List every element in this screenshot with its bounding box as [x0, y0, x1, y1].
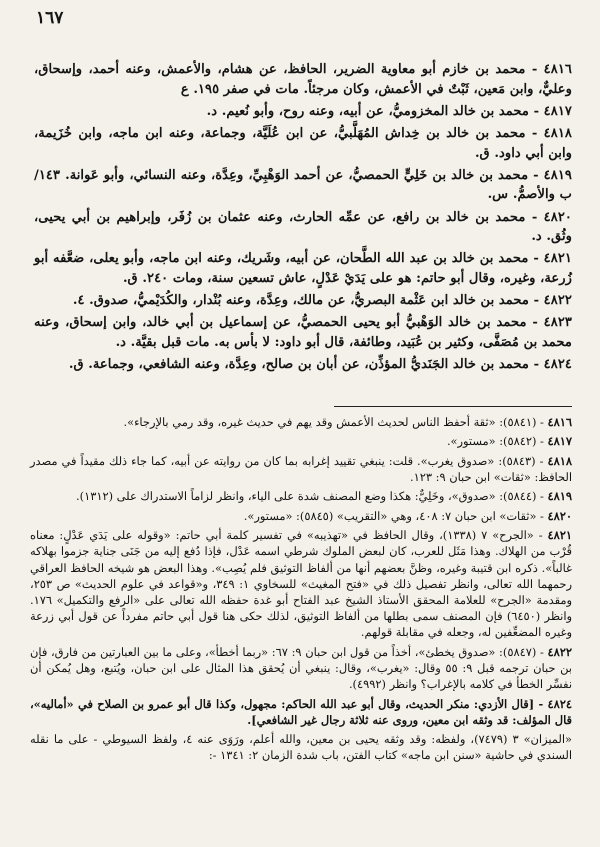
footnote-number: ٤٨٢٢ [547, 644, 572, 659]
entry-text: محمد بن خالد بن خِداش المُهَلَّبيُّ، عن ابن عُلَيَّة، وجماعة، وعنه ابن ماجه، وابن خُزَيمة، وابن أبي داود. ق. [34, 125, 572, 161]
entry-separator: - [525, 125, 544, 141]
entry-separator: - [528, 167, 544, 183]
footnote-number: ٤٨١٦ [547, 415, 572, 429]
entry-number: ٤٨١٦ [543, 62, 572, 77]
entry-number: ٤٨١٨ [543, 125, 573, 141]
footnote [30, 508, 572, 524]
biography-entry [34, 166, 572, 205]
biography-entry [34, 313, 572, 352]
entry-separator: - [525, 209, 544, 225]
footnote-separator: - [536, 434, 548, 449]
footnote-separator: - [533, 528, 548, 543]
footnote-text: (٥٨٤٤): «صدوق»، وخَلِيٌّ: هكذا وضع المصنف شدة على الياء، وانظر لزاماً الاستدراك على (١٣١٢). [76, 489, 537, 504]
footnote-text: [قال الأزدي: منكر الحديث، وقال أبو عبد الله الحاكم: مجهول، وكذا قال أبو عمرو بن الصلاح في «أماليه»، قال المؤلف: قد وثقه ابن معين، وروى عنه ثلاثة رجال غير الشافعي]. [30, 696, 572, 727]
entry-text: محمد بن خالد بن رافع، عن عمِّه الحارث، وعنه عثمان بن زُفَر، وإبراهيم بن أبي يحيى، وثُق. د. [34, 209, 572, 245]
footnote-text: (٥٨٤٢): «مستور». [446, 434, 537, 449]
footnote-text: (٥٨٤١): «ثقة أحفظ الناس لحديث الأعمش وقد يهم في حديث غيره، وقد رمي بالإرجاء». [123, 415, 537, 429]
entry-text: محمد بن خالد الجَنَديُّ المؤذِّن، عن أبان بن صالح، وعِدَّة، وعنه الشافعي، وجماعة. ق. [68, 357, 529, 373]
entry-number: ٤٨١٩ [543, 167, 572, 183]
footnote-number: ٤٨٢٠ [547, 508, 572, 523]
footnote [30, 696, 572, 728]
page-number: ١٦٧ [36, 8, 64, 28]
footnote-separator: - [535, 453, 548, 468]
biography-entry [34, 355, 572, 375]
footnote-number: ٤٨١٨ [547, 453, 572, 468]
entry-separator: - [526, 315, 544, 331]
footnote-divider [334, 406, 572, 407]
entry-text: محمد بن خالد بن عبد الله الطَّحان، عن أبيه، وشَريك، وعنه ابن ماجه، وأبو يعلى، ضعَّفه أبو زُرعة، وغيره، وقال أبو حاتم: هو على يَدَيْ عَدْلٍ، عاش تسعين سنة، ومات ٢٤٠. ق. [34, 251, 572, 286]
footnote [30, 433, 572, 449]
footnote [30, 453, 572, 485]
footnote-text: «ثقات» ابن حبان ٧: ٤٠٨، وهي «التقريب» (٥٨٤٥): «مستور». [243, 508, 537, 523]
entry-separator: - [529, 103, 544, 119]
biography-entry [34, 291, 572, 311]
footnote-separator: - [536, 415, 548, 429]
footnote-text: «الميزان» ٣ (٧٤٧٩)، ولفظه: وقد وثقه يحيى بن معين، والله أعلم، ورَوَى عنه ٤، ولفظ السيوطي - على ما نقله السندي في حاشية «سنن ابن ماجه» كتاب الفتن، باب شدة الزمان ٢: ١٣٤١ -: [30, 732, 572, 763]
footnotes-list [30, 414, 572, 767]
footnote-separator: - [534, 696, 548, 711]
biography-entry [34, 102, 572, 122]
biography-entry [34, 249, 572, 288]
biography-entry [34, 124, 572, 163]
footnote [30, 488, 572, 504]
footnote-separator: - [536, 508, 548, 523]
footnote-number: ٤٨١٧ [547, 434, 572, 449]
entry-separator: - [525, 62, 544, 77]
biography-entry [34, 208, 572, 247]
footnote-text: (٥٨٤٧): «صدوق يخطئ»، أخذاً من قول ابن حبان ٩: ٦٧: «ربما أخطأ»، وعلى ما بين العبارتين من فارق، فإن بن حبان ترجمه قبل ٩: ٥٥ وقال: «يغرب»، وقال: ينبغي أن يُحقق هذا المثال على ابن حبان، ويُتبع، وهل يُمكن أن نفسِّر الخطأ في كلامه بالإغراب؟ وانظر (٤٩٩٢). [30, 644, 572, 692]
footnote-number: ٤٨١٩ [547, 489, 572, 504]
entry-text: محمد بن خالد المخزوميُّ، عن أبيه، وعنه روح، وأبو نُعيم. د. [206, 103, 529, 119]
entry-text: محمد بن خالد ابن عَثْمة البصريُّ، عن مالك، وعِدَّة، وعنه بُنْدار، والكُدَيْميُّ، صدوق. ٤. [72, 293, 529, 309]
footnote-number: ٤٨٢٤ [547, 696, 572, 711]
entry-number: ٤٨٢١ [543, 251, 572, 267]
footnote [30, 527, 572, 640]
footnote-separator: - [536, 489, 548, 504]
footnote [30, 731, 572, 763]
entry-number: ٤٨٢٠ [543, 209, 573, 225]
footnote-separator: - [536, 644, 548, 659]
entry-separator: - [528, 251, 544, 267]
entry-number: ٤٨٢٤ [543, 357, 572, 373]
footnote-number: ٤٨٢١ [547, 528, 572, 543]
entry-number: ٤٨١٧ [543, 103, 572, 119]
entry-text: محمد بن خالد بن خَلِيٍّ الحمصيُّ، عن أحمد الوَهْبِيِّ، وعِدَّة، وعنه النسائي، وأبو عَوانة. ١٤٣/ب والأصمُّ. س. [34, 167, 572, 203]
entry-text: محمد بن خالد الوَهْبيُّ أبو يحيى الحمصيُّ، عن إسماعيل بن أبي خالد، وابن إسحاق، وعنه محمد بن مُصَفَّى، وكثير بن عُبَيد، وطائفة، قال أبو داود: لا بأس به. مات قبل بقيَّة. د. [34, 315, 572, 350]
entry-separator: - [529, 293, 544, 309]
footnote [30, 414, 572, 430]
entry-text: محمد بن خازم أبو معاوية الضرير، الحافظ، عن هشام، والأعمش، وعنه أحمد، وإسحاق، وعليٌّ، وابن مَعين، ثَبْتٌ في الأعمش، وكان مرجئاً. مات في صفر ١٩٥. ع [34, 62, 572, 97]
footnote [30, 644, 572, 693]
entry-separator: - [529, 357, 544, 373]
biography-entry [34, 60, 572, 99]
footnote-text: «الجرح» ٧ (١٣٣٨)، وقال الحافظ في «تهذيبه» في تفسير كلمة أبي حاتم: «وقوله على يَدَي عَدْلٍ: معناه قُرْب من الهلاك. وهذا مَثَل للعرب، كان لبعض الملوك شرطي اسمه عَدْل، فإذا دُفع إليه من جَنَى جناية جزموا بهلاكه غالباً». ذكره ابن قتيبة وغيره، وظنَّ بعضهم أنها من ألفاظ التوثيق فلم يُصِب». وهذا البعض هو شيخه الحافظ العراقي رحمهما الله تعالى، وانظر تفصيل ذلك في «فتح المغيث» للسخاوي ١: ٣٤٩، و«قواعد في علوم الحديث» ص ٢٥٣، ومقدمة «الجرح» للعلامة المحقق الأستاذ الشيخ عبد الفتاح أبو غدة حفظه الله تعالى على «الرفع والتكميل» ١٧٦. وانظر (٦٤٥٠) فإن المصنف سمى بطلها من ألفاظ التوثيق، لذلك حكى هنا قول أبي حاتم مفرداً عن قول أبي زرعة وغيره المضعِّفين له، وجعله في مقابلة قولهم. [30, 528, 572, 640]
entries-list [34, 60, 572, 377]
footnote-text: (٥٨٤٣): «صدوق يغرب». قلت: ينبغي تقييد إغرابه بما كان من روايته عن أبيه، كما جاء ذلك مقيداً في مصدر الحافظ: «ثقات» ابن حبان ٩: ١٢٣. [30, 453, 572, 484]
entry-number: ٤٨٢٢ [543, 293, 572, 309]
entry-number: ٤٨٢٣ [543, 315, 573, 331]
